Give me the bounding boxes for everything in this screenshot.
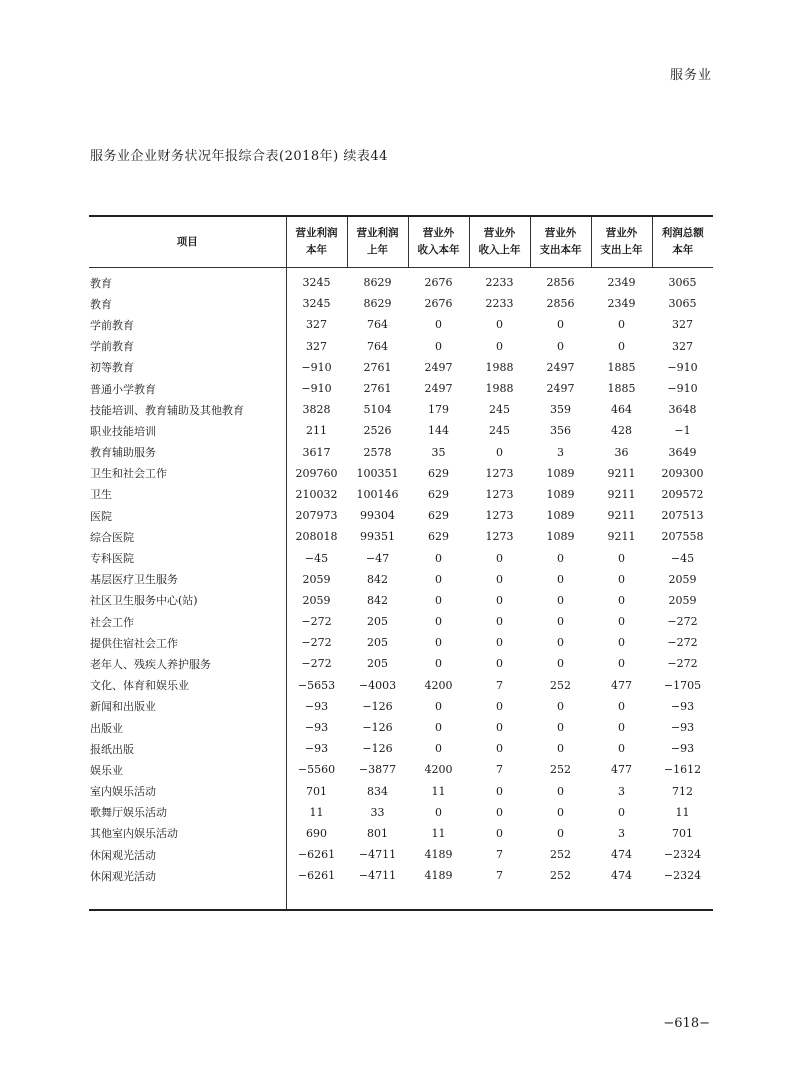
table-cell: 3245 xyxy=(302,276,331,290)
table-cell: −272 xyxy=(667,657,698,671)
table-cell: 1089 xyxy=(546,487,575,501)
table-cell: 207973 xyxy=(295,509,338,523)
table-cell: −6261 xyxy=(297,869,336,883)
table-cell: 0 xyxy=(557,318,564,332)
row-label: 卫生 xyxy=(90,488,112,502)
table-cell: 2761 xyxy=(363,382,392,396)
table-cell: 0 xyxy=(496,721,503,735)
table-cell: 0 xyxy=(435,615,442,629)
table-cell: 0 xyxy=(557,636,564,650)
table-row xyxy=(89,547,713,568)
row-label: 学前教育 xyxy=(90,318,134,332)
table-row xyxy=(89,632,713,653)
table-cell: 11 xyxy=(675,805,690,819)
table-cell: 9211 xyxy=(607,487,636,501)
table-cell: 1273 xyxy=(485,466,514,480)
table-header-row xyxy=(89,217,713,268)
table-cell: 2578 xyxy=(363,445,392,459)
table-cell: 1273 xyxy=(485,509,514,523)
table-cell: 1885 xyxy=(607,382,636,396)
table-cell: 207558 xyxy=(661,530,704,544)
table-cell: 477 xyxy=(611,678,632,692)
table-cell: 0 xyxy=(557,826,564,840)
column-header: 营业外 支出本年 xyxy=(530,217,591,268)
table-cell: 0 xyxy=(557,615,564,629)
table-cell: 0 xyxy=(618,636,625,650)
table-cell: 0 xyxy=(618,593,625,607)
section-label: 服务业 xyxy=(669,68,712,83)
table-row xyxy=(89,357,713,378)
table-cell: 100351 xyxy=(356,466,399,480)
table-cell: 0 xyxy=(557,742,564,756)
table-cell: 252 xyxy=(550,848,571,862)
table-cell: −5653 xyxy=(297,678,336,692)
table-cell: 842 xyxy=(367,572,388,586)
table-cell: 359 xyxy=(550,403,571,417)
table-cell: 0 xyxy=(557,551,564,565)
table-cell: 0 xyxy=(496,551,503,565)
table-cell: 205 xyxy=(367,636,388,650)
table-row xyxy=(89,399,713,420)
table-cell: 764 xyxy=(367,318,388,332)
table-cell: 2233 xyxy=(485,297,514,311)
table-cell: 0 xyxy=(496,805,503,819)
table-cell: 327 xyxy=(306,339,327,353)
column-divider xyxy=(286,217,287,909)
table-cell: 4189 xyxy=(424,869,453,883)
table-cell: −272 xyxy=(667,615,698,629)
row-label: 综合医院 xyxy=(90,530,134,544)
table-cell: 144 xyxy=(428,424,449,438)
table-cell: −93 xyxy=(304,721,329,735)
table-cell: 0 xyxy=(618,721,625,735)
table-cell: 0 xyxy=(435,551,442,565)
column-header: 利润总额 本年 xyxy=(652,217,713,268)
table-cell: 0 xyxy=(557,339,564,353)
table-cell: 0 xyxy=(496,826,503,840)
table-cell: −126 xyxy=(362,699,393,713)
table-cell: 0 xyxy=(557,699,564,713)
table-cell: 1089 xyxy=(546,530,575,544)
table-cell: 0 xyxy=(618,742,625,756)
table-cell: 0 xyxy=(496,339,503,353)
table-cell: 205 xyxy=(367,657,388,671)
table-cell: 0 xyxy=(496,636,503,650)
table-row xyxy=(89,505,713,526)
table-cell: 629 xyxy=(428,509,449,523)
table-cell: −4711 xyxy=(358,869,397,883)
row-label: 卫生和社会工作 xyxy=(90,467,167,481)
table-cell: 0 xyxy=(618,551,625,565)
table-cell: 1089 xyxy=(546,466,575,480)
table-cell: −126 xyxy=(362,742,393,756)
table-row xyxy=(89,463,713,484)
table-cell: 629 xyxy=(428,530,449,544)
table-cell: 0 xyxy=(435,699,442,713)
table-cell: 464 xyxy=(611,403,632,417)
table-row xyxy=(89,823,713,844)
table-cell: 0 xyxy=(618,805,625,819)
table-cell: 3065 xyxy=(668,297,697,311)
row-label: 休闲观光活动 xyxy=(90,848,156,862)
table-row xyxy=(89,293,713,314)
table-cell: 2676 xyxy=(424,276,453,290)
table-cell: 0 xyxy=(496,699,503,713)
table-row xyxy=(89,336,713,357)
financial-table xyxy=(89,217,713,886)
table-cell: 35 xyxy=(431,445,446,459)
financial-table-frame xyxy=(89,215,713,911)
table-cell: 211 xyxy=(306,424,327,438)
table-cell: −910 xyxy=(667,360,698,374)
table-cell: 0 xyxy=(435,339,442,353)
table-row xyxy=(89,717,713,738)
table-cell: 356 xyxy=(550,424,571,438)
table-cell: 245 xyxy=(489,424,510,438)
row-label: 学前教育 xyxy=(90,340,134,354)
table-row xyxy=(89,442,713,463)
table-cell: −93 xyxy=(670,721,695,735)
table-cell: 0 xyxy=(496,445,503,459)
table-cell: 1988 xyxy=(485,382,514,396)
column-header-item: 项目 xyxy=(89,217,286,268)
table-row xyxy=(89,865,713,886)
table-cell: 209760 xyxy=(295,466,338,480)
column-header: 营业利润 本年 xyxy=(286,217,347,268)
page-number: −618− xyxy=(663,1016,710,1031)
column-header: 营业利润 上年 xyxy=(347,217,408,268)
table-title: 服务业企业财务状况年报综合表(2018年) 续表44 xyxy=(90,149,388,164)
table-cell: 179 xyxy=(428,403,449,417)
table-cell: 3 xyxy=(618,784,625,798)
table-cell: 701 xyxy=(306,784,327,798)
table-cell: −1612 xyxy=(663,763,702,777)
table-cell: 9211 xyxy=(607,466,636,480)
table-cell: 0 xyxy=(557,805,564,819)
column-header: 营业外 收入本年 xyxy=(408,217,469,268)
table-cell: −93 xyxy=(304,699,329,713)
table-cell: 8629 xyxy=(363,276,392,290)
table-cell: 3648 xyxy=(668,403,697,417)
row-label: 老年人、残疾人养护服务 xyxy=(90,657,211,671)
table-cell: 9211 xyxy=(607,530,636,544)
table-cell: 4200 xyxy=(424,763,453,777)
row-label: 提供住宿社会工作 xyxy=(90,636,178,650)
row-label: 新闻和出版业 xyxy=(90,700,156,714)
table-cell: 0 xyxy=(557,572,564,586)
table-cell: 2233 xyxy=(485,276,514,290)
table-cell: 3 xyxy=(618,826,625,840)
row-label: 教育 xyxy=(90,297,112,311)
row-label: 基层医疗卫生服务 xyxy=(90,573,178,587)
table-cell: 1885 xyxy=(607,360,636,374)
table-cell: 7 xyxy=(496,763,503,777)
row-label: 技能培训、教育辅助及其他教育 xyxy=(90,403,244,417)
table-cell: 2059 xyxy=(668,572,697,586)
table-cell: −4003 xyxy=(358,678,397,692)
table-cell: 474 xyxy=(611,848,632,862)
table-cell: 208018 xyxy=(295,530,338,544)
row-label: 初等教育 xyxy=(90,361,134,375)
row-label: 专科医院 xyxy=(90,552,134,566)
table-cell: 3065 xyxy=(668,276,697,290)
table-row xyxy=(89,590,713,611)
table-row xyxy=(89,696,713,717)
table-cell: −47 xyxy=(365,551,390,565)
table-row xyxy=(89,781,713,802)
table-cell: 0 xyxy=(618,615,625,629)
table-row xyxy=(89,569,713,590)
table-cell: 11 xyxy=(431,784,446,798)
row-label: 社会工作 xyxy=(90,615,134,629)
table-cell: −910 xyxy=(301,382,332,396)
table-row xyxy=(89,420,713,441)
row-label: 职业技能培训 xyxy=(90,424,156,438)
table-cell: 7 xyxy=(496,869,503,883)
table-cell: 205 xyxy=(367,615,388,629)
row-label: 娱乐业 xyxy=(90,763,123,777)
table-cell: 0 xyxy=(557,784,564,798)
table-cell: 252 xyxy=(550,869,571,883)
table-body xyxy=(89,268,713,887)
table-cell: 209572 xyxy=(661,487,704,501)
table-cell: 327 xyxy=(672,339,693,353)
table-row xyxy=(89,611,713,632)
row-label: 教育辅助服务 xyxy=(90,446,156,460)
table-row xyxy=(89,314,713,335)
table-cell: 3245 xyxy=(302,297,331,311)
table-cell: 0 xyxy=(618,339,625,353)
table-cell: 474 xyxy=(611,869,632,883)
row-label: 休闲观光活动 xyxy=(90,869,156,883)
table-cell: 33 xyxy=(370,805,385,819)
table-cell: 477 xyxy=(611,763,632,777)
table-cell: 801 xyxy=(367,826,388,840)
table-cell: 834 xyxy=(367,784,388,798)
table-cell: 36 xyxy=(614,445,629,459)
table-cell: −93 xyxy=(670,742,695,756)
table-cell: 0 xyxy=(496,318,503,332)
table-cell: 2349 xyxy=(607,297,636,311)
table-cell: 327 xyxy=(672,318,693,332)
table-cell: 2856 xyxy=(546,276,575,290)
table-cell: 100146 xyxy=(356,487,399,501)
table-cell: 2059 xyxy=(302,593,331,607)
table-row xyxy=(89,738,713,759)
table-cell: 0 xyxy=(435,805,442,819)
row-label: 教育 xyxy=(90,276,112,290)
table-row xyxy=(89,759,713,780)
table-cell: 2497 xyxy=(424,360,453,374)
table-cell: 0 xyxy=(435,593,442,607)
table-cell: 0 xyxy=(435,721,442,735)
table-cell: 2059 xyxy=(302,572,331,586)
table-cell: −126 xyxy=(362,721,393,735)
table-cell: −6261 xyxy=(297,848,336,862)
table-cell: 428 xyxy=(611,424,632,438)
row-label: 医院 xyxy=(90,509,112,523)
table-cell: 0 xyxy=(557,657,564,671)
row-label: 室内娱乐活动 xyxy=(90,785,156,799)
table-cell: 7 xyxy=(496,678,503,692)
table-cell: 5104 xyxy=(363,403,392,417)
table-cell: 2059 xyxy=(668,593,697,607)
table-cell: −1 xyxy=(674,424,691,438)
table-cell: −93 xyxy=(304,742,329,756)
table-cell: 99351 xyxy=(360,530,395,544)
table-cell: −2324 xyxy=(663,869,702,883)
table-cell: 0 xyxy=(435,572,442,586)
table-cell: −272 xyxy=(301,657,332,671)
table-cell: 3649 xyxy=(668,445,697,459)
table-cell: 4200 xyxy=(424,678,453,692)
table-cell: 11 xyxy=(309,805,324,819)
table-cell: 842 xyxy=(367,593,388,607)
table-cell: 0 xyxy=(496,615,503,629)
table-cell: 3828 xyxy=(302,403,331,417)
table-cell: −5560 xyxy=(297,763,336,777)
table-cell: 0 xyxy=(435,657,442,671)
table-cell: 0 xyxy=(435,318,442,332)
table-cell: −93 xyxy=(670,699,695,713)
table-cell: 629 xyxy=(428,487,449,501)
table-cell: −272 xyxy=(667,636,698,650)
table-cell: 764 xyxy=(367,339,388,353)
table-cell: 210032 xyxy=(295,487,338,501)
table-cell: 0 xyxy=(618,318,625,332)
table-row xyxy=(89,802,713,823)
table-cell: 2497 xyxy=(546,382,575,396)
table-cell: 1273 xyxy=(485,530,514,544)
table-cell: 0 xyxy=(557,593,564,607)
table-cell: 0 xyxy=(618,699,625,713)
table-cell: 2526 xyxy=(363,424,392,438)
table-cell: −3877 xyxy=(358,763,397,777)
table-row xyxy=(89,378,713,399)
table-cell: 0 xyxy=(618,572,625,586)
table-cell: 1988 xyxy=(485,360,514,374)
table-cell: 2676 xyxy=(424,297,453,311)
table-row xyxy=(89,844,713,865)
table-cell: −910 xyxy=(667,382,698,396)
table-cell: 252 xyxy=(550,678,571,692)
table-cell: 245 xyxy=(489,403,510,417)
table-cell: 0 xyxy=(618,657,625,671)
table-cell: −45 xyxy=(670,551,695,565)
table-cell: 99304 xyxy=(360,509,395,523)
row-label: 文化、体育和娱乐业 xyxy=(90,679,189,693)
table-row xyxy=(89,653,713,674)
table-cell: 0 xyxy=(496,593,503,607)
table-cell: 0 xyxy=(496,742,503,756)
table-cell: 4189 xyxy=(424,848,453,862)
table-cell: −1705 xyxy=(663,678,702,692)
table-cell: 0 xyxy=(435,636,442,650)
row-label: 其他室内娱乐活动 xyxy=(90,827,178,841)
table-cell: 712 xyxy=(672,784,693,798)
table-cell: 0 xyxy=(496,784,503,798)
row-label: 出版业 xyxy=(90,721,123,735)
table-cell: 2497 xyxy=(424,382,453,396)
table-cell: 7 xyxy=(496,848,503,862)
table-cell: 207513 xyxy=(661,509,704,523)
table-cell: 8629 xyxy=(363,297,392,311)
table-cell: −272 xyxy=(301,636,332,650)
table-row xyxy=(89,675,713,696)
table-cell: 701 xyxy=(672,826,693,840)
table-cell: 0 xyxy=(435,742,442,756)
table-cell: 0 xyxy=(557,721,564,735)
table-cell: 2761 xyxy=(363,360,392,374)
table-cell: −2324 xyxy=(663,848,702,862)
table-cell: −272 xyxy=(301,615,332,629)
table-cell: −45 xyxy=(304,551,329,565)
table-row xyxy=(89,526,713,547)
column-header: 营业外 支出上年 xyxy=(591,217,652,268)
row-label: 社区卫生服务中心(站) xyxy=(90,594,198,608)
table-row xyxy=(89,484,713,505)
row-label: 报纸出版 xyxy=(90,742,134,756)
table-cell: 1273 xyxy=(485,487,514,501)
table-cell: 209300 xyxy=(661,466,704,480)
table-cell: 629 xyxy=(428,466,449,480)
table-cell: 252 xyxy=(550,763,571,777)
table-cell: −910 xyxy=(301,360,332,374)
table-cell: 690 xyxy=(306,826,327,840)
table-cell: 11 xyxy=(431,826,446,840)
table-cell: 0 xyxy=(496,572,503,586)
table-row xyxy=(89,268,713,294)
table-cell: −4711 xyxy=(358,848,397,862)
table-cell: 3617 xyxy=(302,445,331,459)
table-cell: 1089 xyxy=(546,509,575,523)
table-cell: 2349 xyxy=(607,276,636,290)
table-cell: 327 xyxy=(306,318,327,332)
row-label: 普通小学教育 xyxy=(90,382,156,396)
row-label: 歌舞厅娱乐活动 xyxy=(90,806,167,820)
table-cell: 2497 xyxy=(546,360,575,374)
table-cell: 3 xyxy=(557,445,564,459)
table-cell: 9211 xyxy=(607,509,636,523)
table-cell: 2856 xyxy=(546,297,575,311)
table-cell: 0 xyxy=(496,657,503,671)
column-header: 营业外 收入上年 xyxy=(469,217,530,268)
